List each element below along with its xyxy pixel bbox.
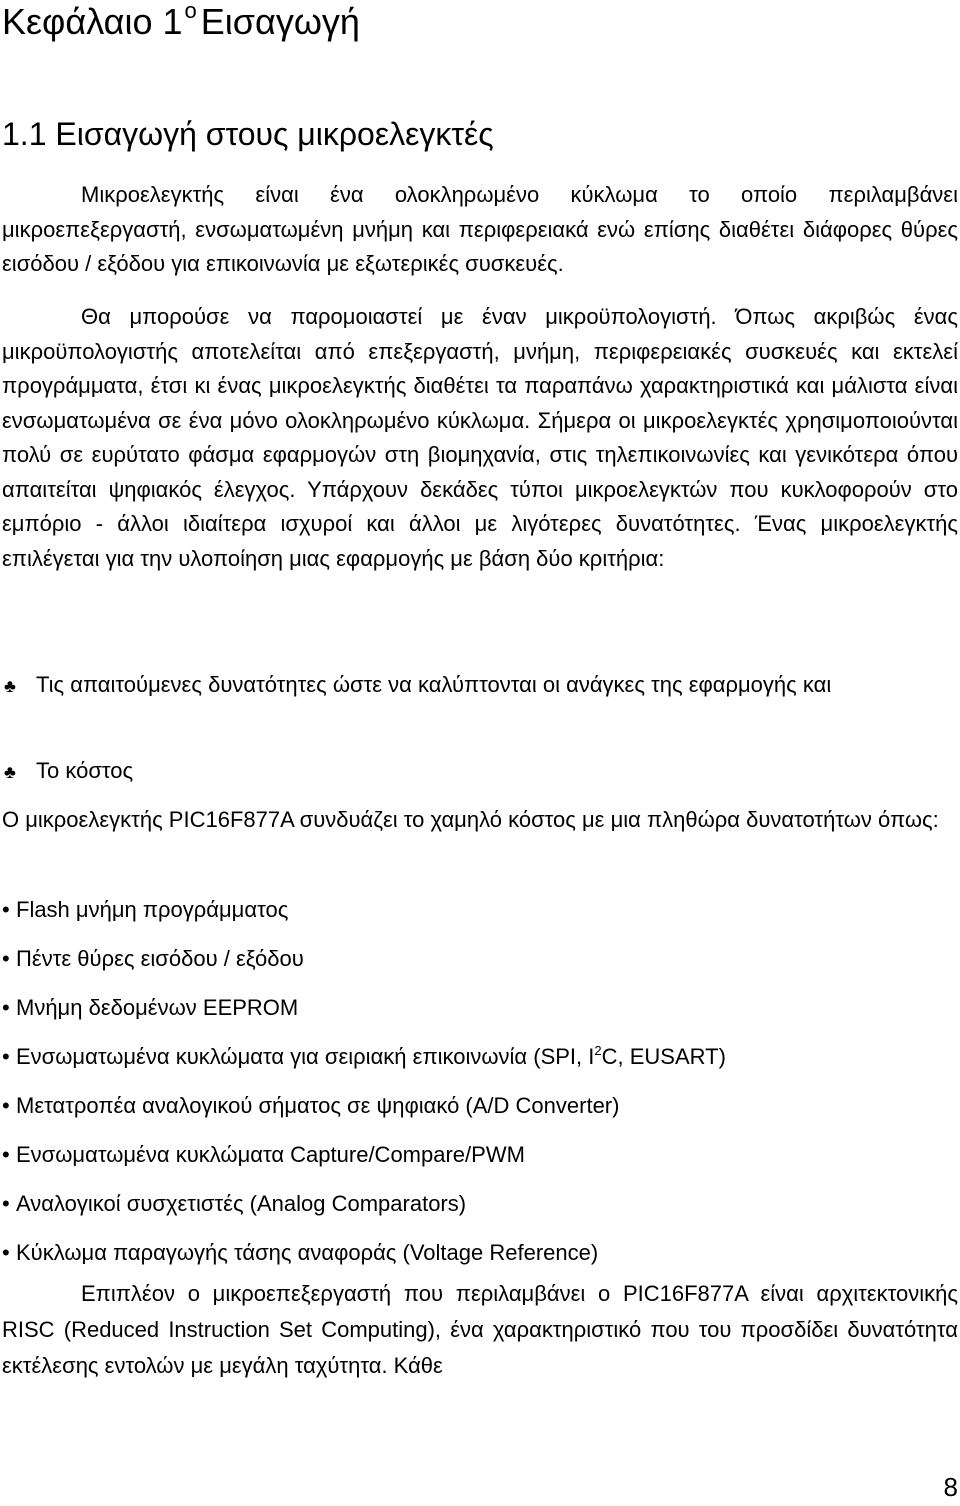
bullet-icon: • [2, 1093, 10, 1118]
club-bullet-icon: ♣ [4, 762, 16, 782]
feature-text: Αναλογικοί συσχετιστές (Analog Comparators) [16, 1191, 467, 1216]
intro-paragraph: Μικροελεγκτής είναι ένα ολοκληρωμένο κύκλωμα το οποίο περιλαμβάνει μικροεπεξεργαστή, ενσωματωμένη μνήμη και περιφερειακά ενώ επίσης διαθέτει διάφορες θύρες εισόδου / εξόδου για επικοινωνία με εξωτερικές συσκευές. [2, 182, 958, 276]
criterion-item [2, 668, 958, 703]
chapter-ordinal-superscript: ο [184, 0, 197, 23]
feature-text: Ενσωματωμένα κυκλώματα για σειριακή επικοινωνία (SPI, I [16, 1044, 595, 1069]
i2c-superscript: 2 [594, 1043, 602, 1058]
pic-intro-paragraph: Ο μικροελεγκτής PIC16F877A συνδυάζει το χαμηλό κόστος με μια πληθώρα δυνατοτήτων όπως: [2, 807, 939, 832]
list-item [2, 934, 958, 983]
bullet-icon: • [2, 995, 10, 1020]
feature-text: Μετατροπέα αναλογικού σήματος σε ψηφιακό (A/D Converter) [16, 1093, 620, 1118]
bullet-icon: • [2, 1191, 10, 1216]
feature-text: Ενσωματωμένα κυκλώματα Capture/Compare/PWM [16, 1142, 525, 1167]
section-title: 1.1 Εισαγωγή στους μικροελεγκτές [2, 116, 494, 152]
bullet-icon: • [2, 1240, 10, 1265]
list-item [2, 1130, 958, 1179]
criterion-text: Το κόστος [36, 758, 134, 783]
risc-paragraph: Επιπλέον ο μικροεπεξεργαστή που περιλαμβάνει ο PIC16F877A είναι αρχιτεκτονικής RISC (Reduced Instruction Set Computing), ένα χαρακτηριστικό που του προσδίδει δυνατότητα εκτέλεσης εντολών με μεγάλη ταχύτητα. Κάθε [2, 1281, 958, 1378]
chapter-prefix: Κεφάλαιο 1 [2, 1, 183, 42]
list-item [2, 1179, 958, 1228]
bullet-icon: • [2, 897, 10, 922]
club-bullet-icon: ♣ [4, 676, 16, 696]
chapter-name: Εισαγωγή [200, 1, 360, 42]
page-number: 8 [943, 1472, 958, 1502]
criterion-text: Τις απαιτούμενες δυνατότητες ώστε να καλύπτονται οι ανάγκες της εφαρμογής και [36, 672, 832, 697]
feature-text: Πέντε θύρες εισόδου / εξόδου [16, 946, 304, 971]
list-item [2, 1081, 958, 1130]
list-item [2, 983, 958, 1032]
comparison-paragraph: Θα μπορούσε να παρομοιαστεί με έναν μικροϋπολογιστή. Όπως ακριβώς ένας μικροϋπολογιστής αποτελείται από επεξεργαστή, μνήμη, περιφερειακές συσκευές και εκτελεί προγράμματα, έτσι κι ένας μικροελεγκτής διαθέτει τα παραπάνω χαρακτηριστικά και μάλιστα είναι ενσωματωμένα σε ένα μόνο ολοκληρωμένο κύκλωμα. Σήμερα οι μικροελεγκτές χρησιμοποιούνται πολύ σε ευρύτατο φάσμα εφαρμογών στη βιομηχανία, στις τηλεπικοινωνίες και γενικότερα όπου απαιτείται ψηφιακός έλεγχος. Υπάρχουν δεκάδες τύποι μικροελεγκτών που κυκλοφορούν στο εμπόριο - άλλοι ιδιαίτερα ισχυροί και άλλοι με λιγότερες δυνατότητες. Ένας μικροελεγκτής επιλέγεται για την υλοποίηση μιας εφαρμογής με βάση δύο κριτήρια: [2, 304, 958, 571]
features-list [2, 885, 958, 1277]
list-item [2, 1032, 958, 1081]
bullet-icon: • [2, 946, 10, 971]
feature-text: Κύκλωμα παραγωγής τάσης αναφοράς (Voltage Reference) [16, 1240, 599, 1265]
list-item [2, 1228, 958, 1277]
bullet-icon: • [2, 1142, 10, 1167]
feature-text-suffix: C, EUSART) [601, 1044, 726, 1069]
bullet-icon: • [2, 1044, 10, 1069]
criterion-item [2, 754, 958, 789]
list-item [2, 885, 958, 934]
feature-text: Flash μνήμη προγράμματος [16, 897, 289, 922]
feature-text: Μνήμη δεδομένων EEPROM [16, 995, 299, 1020]
chapter-title [2, 0, 360, 49]
